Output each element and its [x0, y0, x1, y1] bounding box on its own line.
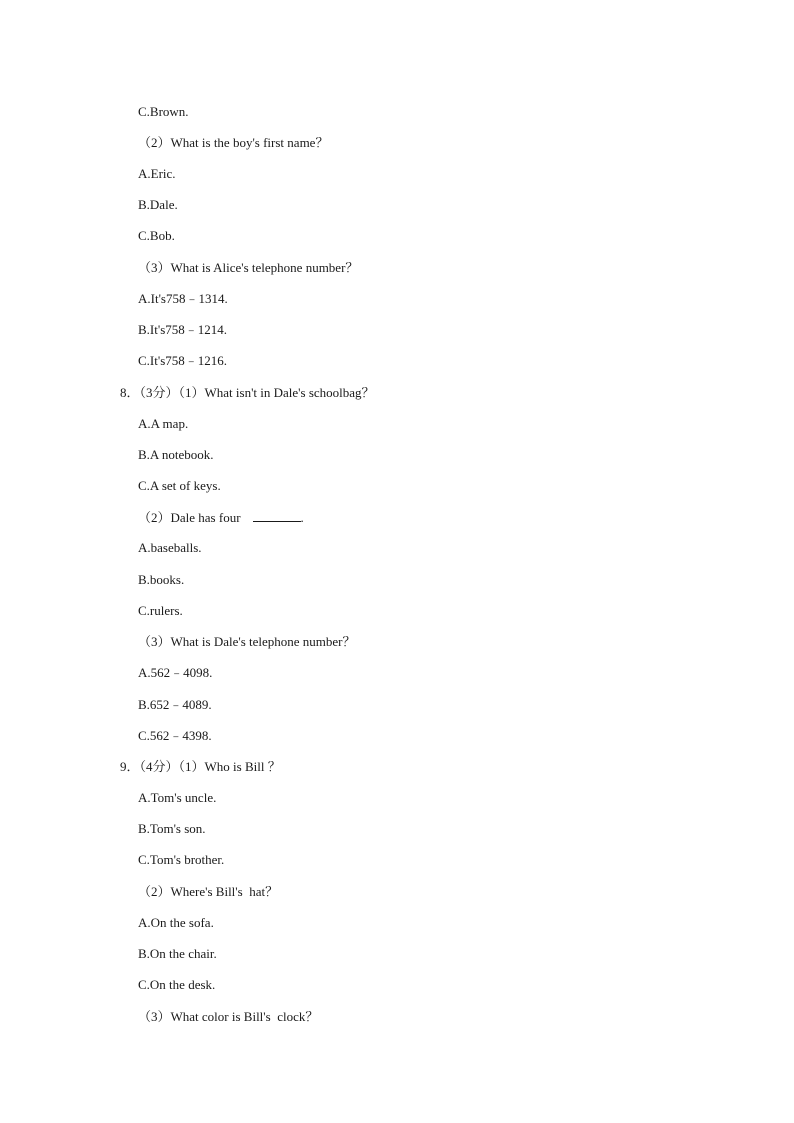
- q8-option-3c: C.562﹣4398.: [138, 728, 212, 743]
- q7-option-1c: C.Brown.: [138, 104, 189, 119]
- q9-option-2c: C.On the desk.: [138, 977, 216, 992]
- q7-option-3c: C.It's758﹣1216.: [138, 353, 228, 368]
- q9-option-2a: A.On the sofa.: [138, 915, 214, 930]
- q8-option-2a: A.baseballs.: [138, 540, 202, 555]
- q7-option-2c: C.Bob.: [138, 228, 175, 243]
- answer-blank: [253, 509, 301, 522]
- q9-option-1b: B.Tom's son.: [138, 821, 206, 836]
- q9-header: 9．（4分）（1）Who is Bill ？: [120, 759, 281, 774]
- q7-subquestion-2: （2）What is the boy's first name？: [138, 135, 329, 150]
- q8-option-1b: B.A notebook.: [138, 447, 214, 462]
- q9-subquestion-3: （3）What color is Bill's clock？: [138, 1009, 319, 1024]
- q7-option-3b: B.It's758﹣1214.: [138, 322, 228, 337]
- q8-subquestion-3: （3）What is Dale's telephone number？: [138, 634, 356, 649]
- q7-option-2b: B.Dale.: [138, 197, 178, 212]
- q8-option-3a: A.562﹣4098.: [138, 665, 213, 680]
- q8-subquestion-2: [138, 509, 304, 526]
- q7-option-3a: A.It's758﹣1314.: [138, 291, 228, 306]
- q8-option-1c: C.A set of keys.: [138, 478, 221, 493]
- q9-option-1c: C.Tom's brother.: [138, 852, 225, 867]
- q8-subquestion-2-text: （2）Dale has four: [138, 510, 241, 525]
- q7-subquestion-3: （3）What is Alice's telephone number？: [138, 260, 359, 275]
- q9-subquestion-2: （2）Where's Bill's hat？: [138, 884, 279, 899]
- q9-option-1a: A.Tom's uncle.: [138, 790, 217, 805]
- q8-header: 8．（3分）（1）What isn't in Dale's schoolbag？: [120, 385, 375, 400]
- q7-option-2a: A.Eric.: [138, 166, 176, 181]
- q8-subquestion-2-end: .: [300, 510, 304, 525]
- q8-option-2b: B.books.: [138, 572, 185, 587]
- q8-option-2c: C.rulers.: [138, 603, 183, 618]
- q8-option-3b: B.652﹣4089.: [138, 697, 212, 712]
- q9-option-2b: B.On the chair.: [138, 946, 217, 961]
- q8-option-1a: A.A map.: [138, 416, 189, 431]
